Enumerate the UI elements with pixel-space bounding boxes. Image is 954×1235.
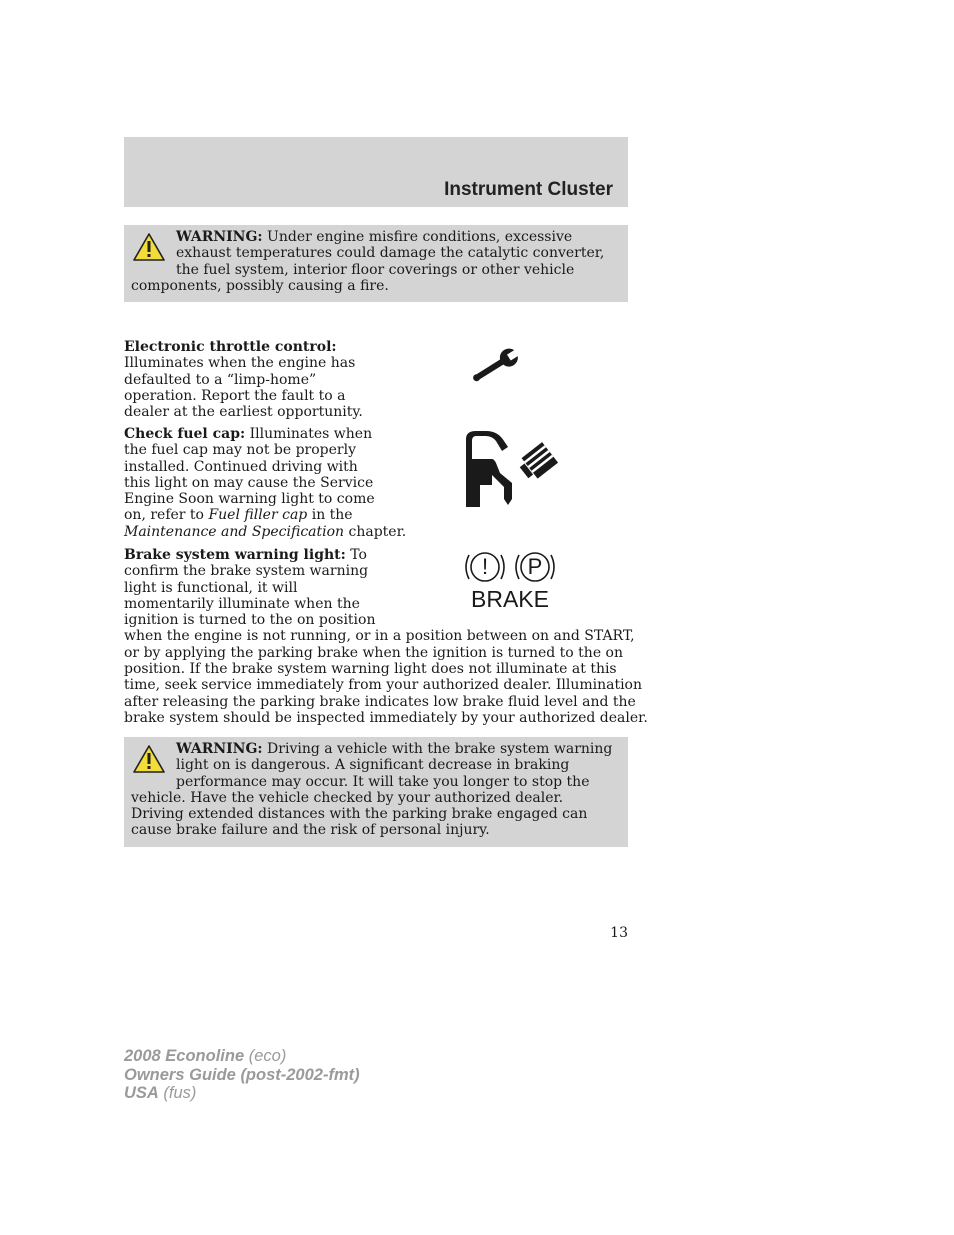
text-span: chapter.	[344, 523, 407, 540]
text-line: ignition is turned to the on position	[124, 612, 376, 629]
page-title: Instrument Cluster	[444, 179, 613, 200]
text-line: dealer at the earliest opportunity.	[124, 404, 363, 421]
text-line: this light on may cause the Service	[124, 474, 374, 491]
text-line: confirm the brake system warning	[124, 563, 369, 580]
page-number: 13	[610, 925, 628, 941]
warning-box-misfire	[124, 225, 628, 302]
text-span: on, refer to	[124, 507, 209, 524]
warning-label: WARNING:	[176, 229, 263, 245]
text-line: the fuel cap may not be properly	[124, 442, 356, 459]
text-line: Engine Soon warning light to come	[124, 491, 375, 508]
footer-model: 2008 Econoline	[124, 1047, 245, 1065]
section-electronic-throttle	[124, 339, 363, 420]
brake-word: BRAKE	[471, 586, 549, 612]
text-line: position. If the brake system warning light does not illuminate at this	[124, 661, 617, 678]
text-line: or by applying the parking brake when the ignition is turned to the on	[124, 644, 623, 661]
text-line: installed. Continued driving with	[124, 458, 358, 475]
header-band	[124, 137, 628, 207]
maintenance-chapter-reference: Maintenance and Specification	[124, 523, 345, 540]
text-line: light is functional, it will	[124, 579, 298, 596]
fuel-cap-icon	[464, 429, 560, 515]
warning-triangle-icon	[132, 744, 166, 774]
text-line: when the engine is not running, or in a position between on and START,	[124, 628, 635, 645]
warning-triangle-icon	[132, 232, 166, 262]
text-line: momentarily illuminate when the	[124, 595, 360, 612]
section-title: Brake system warning light:	[124, 547, 346, 563]
warning-text: Driving a vehicle with the brake system warning light on is dangerous. A significant decrease in braking performance may occur. It will take you longer to stop the vehicle. Have the vehicle checked by your authorized dealer. Driving extended distances with the parking brake engaged can cause brake failure and the risk of personal injury.	[131, 741, 613, 839]
footer-guide: Owners Guide (post-2002-fmt)	[124, 1065, 360, 1084]
brake-parking-glyph: P	[527, 554, 543, 579]
text-line: defaulted to a “limp-home”	[124, 371, 317, 388]
text-line: Illuminates when the engine has	[124, 355, 356, 372]
footer-document-info	[124, 1047, 360, 1103]
wrench-icon	[465, 340, 529, 394]
text-line: time, seek service immediately from your authorized dealer. Illumination	[124, 677, 643, 694]
text-span: in the	[307, 507, 353, 524]
fuel-filler-cap-reference: Fuel filler cap	[208, 507, 308, 524]
brake-warning-icon	[462, 548, 558, 612]
text-span: Illuminates when	[245, 426, 373, 442]
warning-label: WARNING:	[176, 741, 263, 757]
section-title: Electronic throttle control:	[124, 339, 337, 355]
text-line: operation. Report the fault to a	[124, 387, 346, 404]
footer-model-code: (eco)	[244, 1047, 287, 1065]
footer-market-code: (fus)	[158, 1084, 197, 1102]
section-brake-warning	[124, 547, 648, 726]
section-title: Check fuel cap:	[124, 426, 246, 442]
warning-box-brake	[124, 737, 628, 847]
text-line: brake system should be inspected immediately by your authorized dealer.	[124, 709, 648, 726]
footer-market: USA	[124, 1084, 159, 1102]
section-check-fuel-cap	[124, 426, 406, 540]
warning-text: Under engine misfire conditions, excessive exhaust temperatures could damage the catalytic converter, the fuel system, interior floor coverings or other vehicle components, possibly causing a fire.	[131, 229, 605, 294]
text-line: after releasing the parking brake indicates low brake fluid level and the	[124, 693, 636, 710]
text-span: To	[345, 547, 367, 563]
brake-exclamation-glyph: !	[481, 554, 489, 579]
